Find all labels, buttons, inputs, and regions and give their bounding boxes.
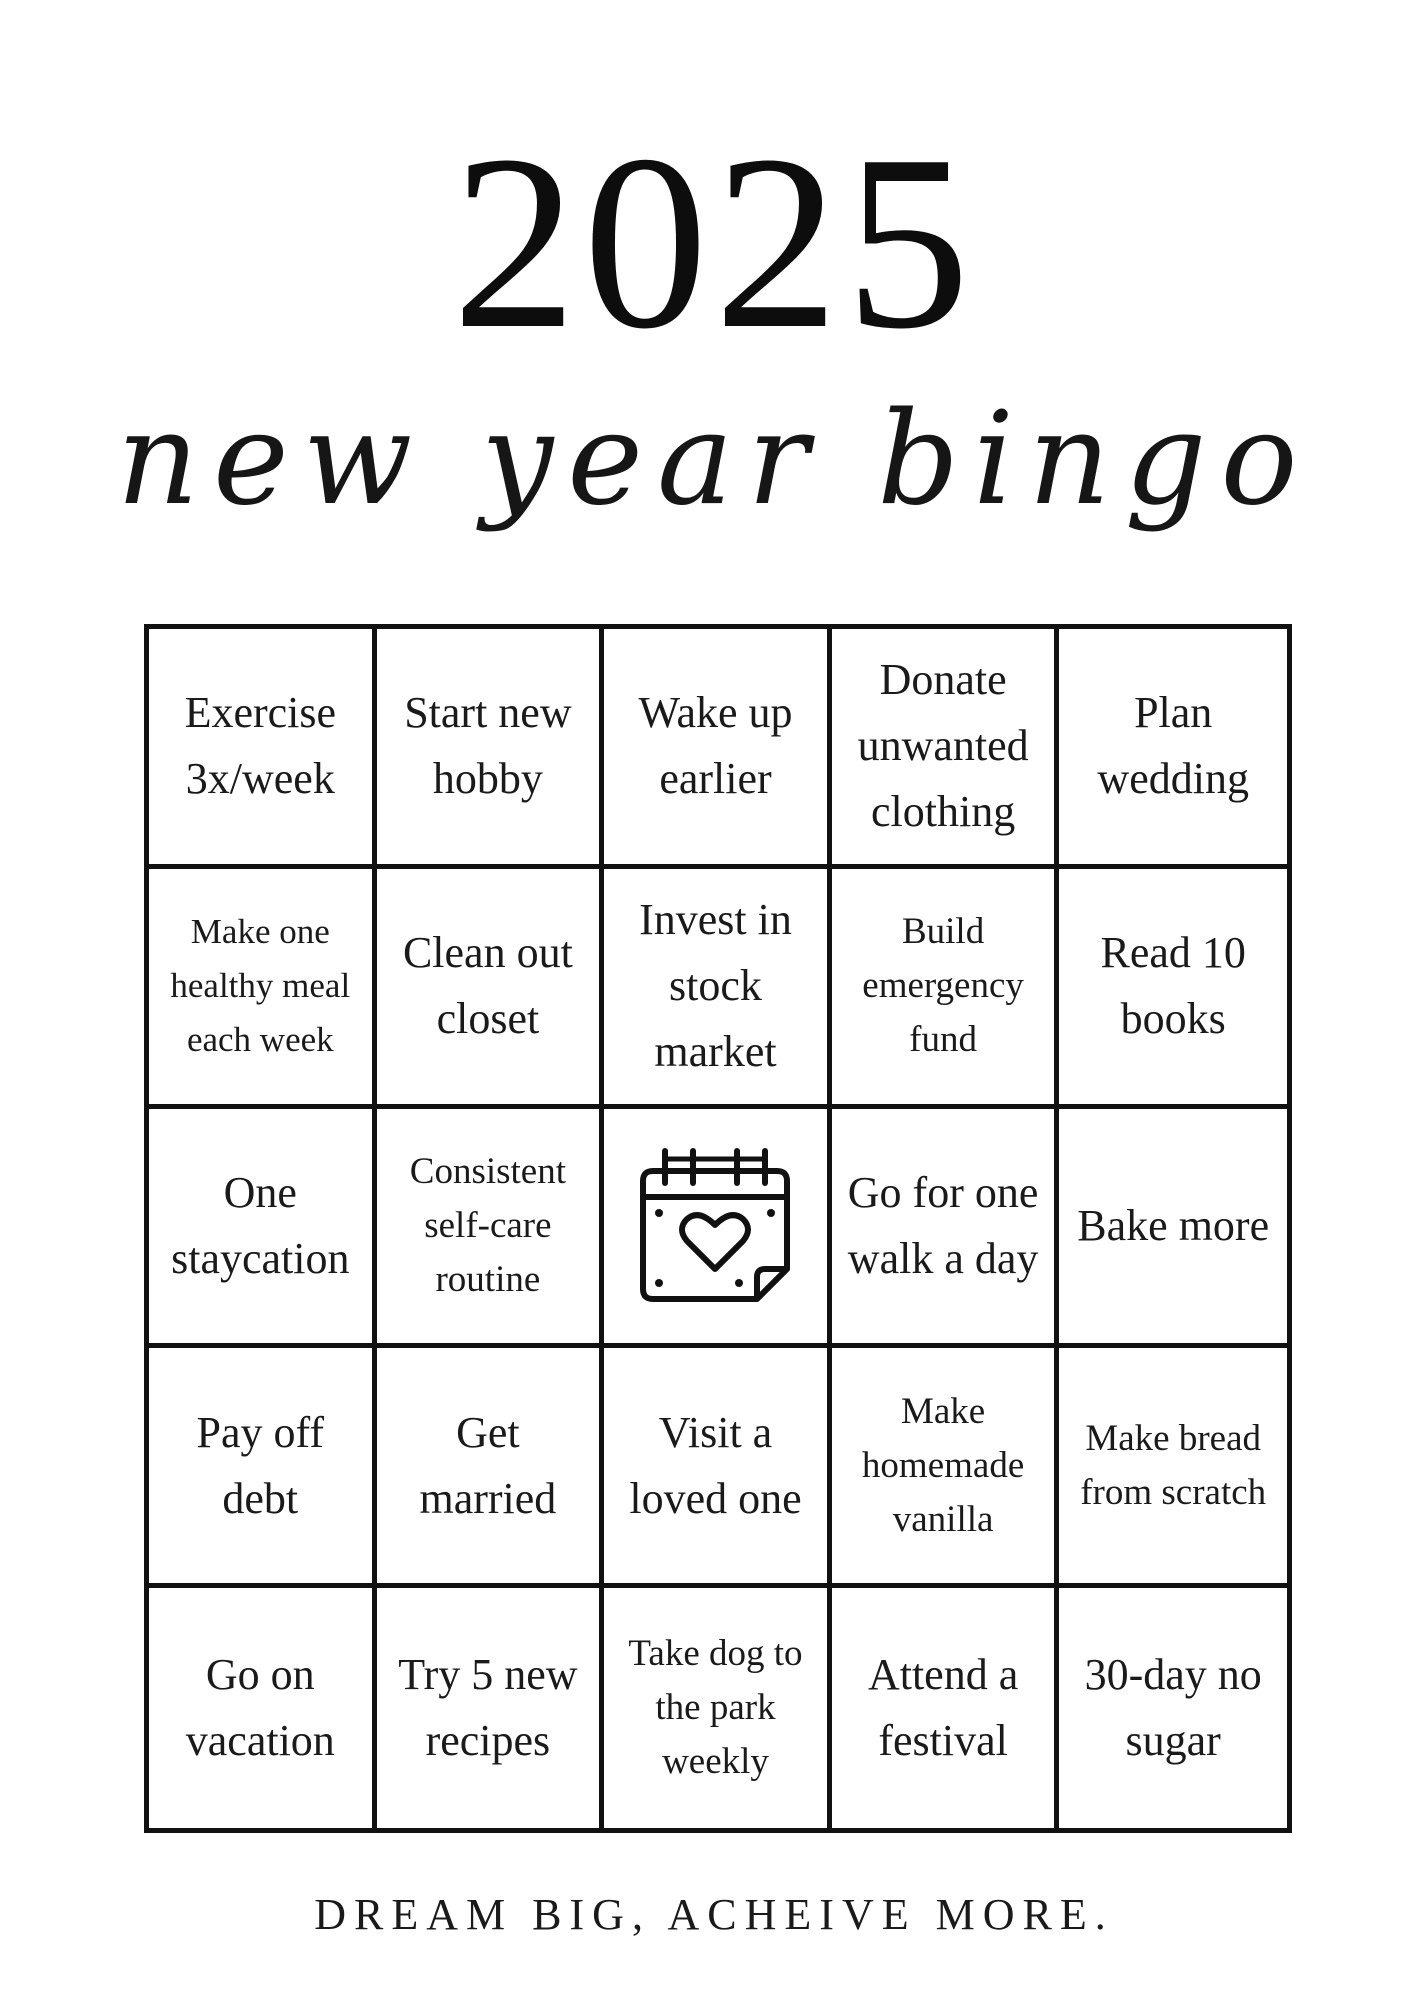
bingo-cell — [149, 869, 377, 1109]
bingo-cell-label: Visit a loved one — [629, 1407, 802, 1523]
bingo-cell — [149, 1588, 377, 1828]
bingo-cell — [832, 1348, 1060, 1588]
bingo-cell — [149, 1348, 377, 1588]
bingo-cell — [1059, 869, 1287, 1109]
calendar-heart-icon — [635, 1141, 795, 1311]
bingo-cell-label: Invest in stock market — [639, 895, 792, 1077]
bingo-cell-label: Go on vacation — [185, 1650, 335, 1766]
bingo-cell — [377, 1109, 605, 1349]
bingo-cell-label: Bake more — [1077, 1200, 1270, 1250]
bingo-cell — [149, 1109, 377, 1349]
footer-tagline: DREAM BIG, ACHEIVE MORE. — [314, 1890, 1114, 1939]
bingo-cell-label: Plan wedding — [1097, 688, 1249, 804]
bingo-cell-label: Wake up earlier — [638, 688, 793, 804]
bingo-cell-label: Make bread from scratch — [1080, 1417, 1267, 1513]
bingo-cell-label: Take dog to the park weekly — [628, 1633, 803, 1783]
bingo-cell — [604, 629, 832, 869]
bingo-cell-label: Get married — [419, 1407, 557, 1523]
page-subtitle: new year bingo — [116, 385, 1312, 534]
bingo-cell — [377, 1348, 605, 1588]
bingo-cell-label: Read 10 books — [1100, 928, 1246, 1044]
bingo-cell — [1059, 629, 1287, 869]
bingo-cell-label: One staycation — [171, 1167, 350, 1283]
bingo-cell-label: Build emergency fund — [862, 911, 1024, 1061]
bingo-cell — [1059, 1348, 1287, 1588]
page-title-year: 2025 — [452, 104, 976, 381]
bingo-cell-label: Attend a festival — [867, 1650, 1019, 1766]
bingo-cell-label: Clean out closet — [402, 928, 573, 1044]
bingo-cell — [377, 1588, 605, 1828]
bingo-cell — [832, 869, 1060, 1109]
bingo-cell — [1059, 1109, 1287, 1349]
bingo-cell-label: Consistent self-care routine — [409, 1150, 567, 1300]
bingo-cell-label: Go for one walk a day — [847, 1167, 1039, 1283]
bingo-cell-label: Pay off debt — [196, 1407, 325, 1523]
bingo-cell — [832, 1588, 1060, 1828]
bingo-cell — [832, 1109, 1060, 1349]
bingo-board — [144, 624, 1292, 1833]
bingo-cell — [604, 1588, 832, 1828]
bingo-cell — [1059, 1588, 1287, 1828]
bingo-cell-label: Make one healthy meal each week — [170, 912, 351, 1060]
bingo-cell-label: Start new hobby — [404, 688, 572, 804]
bingo-cell — [149, 629, 377, 869]
bingo-free-space — [604, 1109, 832, 1349]
bingo-cell-label: Make homemade vanilla — [861, 1390, 1025, 1540]
bingo-cell — [377, 629, 605, 869]
bingo-cell-label: 30-day no sugar — [1084, 1650, 1262, 1766]
bingo-cell — [604, 1348, 832, 1588]
bingo-cell-label: Try 5 new recipes — [398, 1650, 578, 1766]
bingo-cell — [377, 869, 605, 1109]
bingo-cell-label: Exercise 3x/week — [184, 688, 337, 804]
bingo-cell — [832, 629, 1060, 869]
bingo-cell — [604, 869, 832, 1109]
bingo-cell-label: Donate unwanted clothing — [857, 655, 1029, 837]
